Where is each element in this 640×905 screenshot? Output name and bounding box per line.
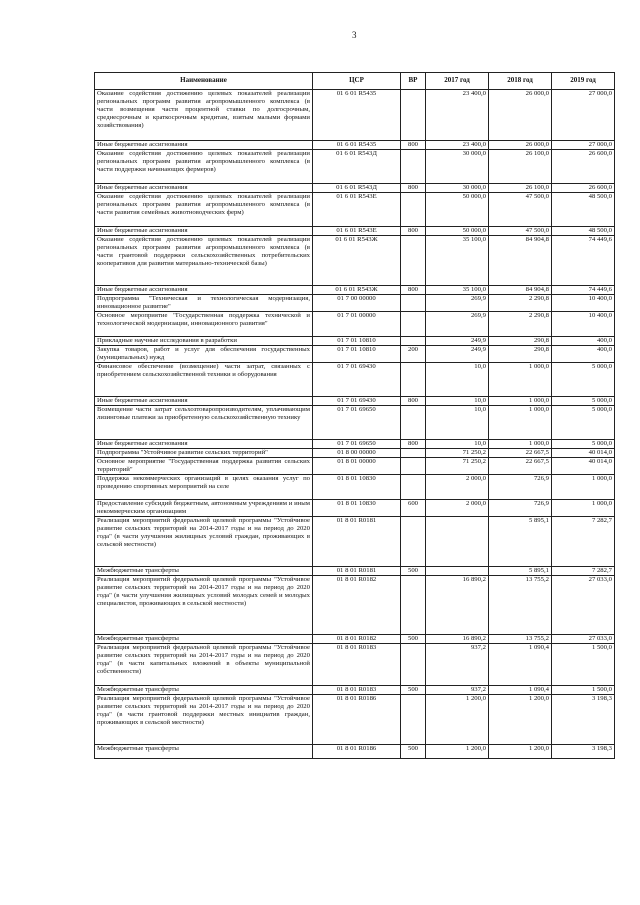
- row-name: Межбюджетные трансферты: [95, 686, 313, 695]
- row-2018: 84 904,8: [489, 236, 552, 286]
- row-name: Поддержка некоммерческих организаций в целях оказания услуг по проведению спортивных мероприятий на селе: [95, 475, 313, 500]
- page-number: 3: [352, 30, 357, 40]
- row-vr: [401, 695, 426, 745]
- row-2019: 48 500,0: [552, 193, 615, 227]
- row-2017: 23 400,0: [426, 90, 489, 141]
- row-2017: 10,0: [426, 397, 489, 406]
- table-row: [95, 635, 615, 644]
- row-2018: 726,9: [489, 500, 552, 517]
- row-2017: 30 000,0: [426, 184, 489, 193]
- row-2017: 50 000,0: [426, 193, 489, 227]
- table-row: [95, 150, 615, 184]
- header-2019: 2019 год: [552, 73, 615, 90]
- row-name: Межбюджетные трансферты: [95, 567, 313, 576]
- row-2018: 26 100,0: [489, 150, 552, 184]
- row-name: Иные бюджетные ассигнования: [95, 227, 313, 236]
- table-row: [95, 517, 615, 567]
- row-vr: [401, 475, 426, 500]
- row-vr: 800: [401, 227, 426, 236]
- row-vr: [401, 150, 426, 184]
- table-row: [95, 236, 615, 286]
- row-vr: [401, 449, 426, 458]
- row-name: Иные бюджетные ассигнования: [95, 286, 313, 295]
- row-name: Оказание содействия достижению целевых показателей реализации региональных программ развития агропромышленного комплекса (в части грантовой поддержки сельскохозяйственных потребительских кооперативов для развития материально-технической базы): [95, 236, 313, 286]
- row-2018: 26 000,0: [489, 90, 552, 141]
- row-vr: 800: [401, 141, 426, 150]
- row-csr: 01 8 01 10830: [313, 500, 401, 517]
- table-row: [95, 458, 615, 475]
- row-csr: 01 7 00 00000: [313, 295, 401, 312]
- row-2017: 269,9: [426, 295, 489, 312]
- row-name: Оказание содействия достижению целевых показателей реализации региональных программ развития агропромышленного комплекса (в части возмещения части процентной ставки по долгосрочным, среднесрочным и краткосрочным кредитам, взятым малыми формами хозяйствования): [95, 90, 313, 141]
- row-2018: 1 200,0: [489, 745, 552, 759]
- row-csr: 01 6 01 R543Е: [313, 227, 401, 236]
- row-2017: 2 000,0: [426, 475, 489, 500]
- table-row: [95, 337, 615, 346]
- row-csr: 01 8 01 R0182: [313, 635, 401, 644]
- row-2017: 30 000,0: [426, 150, 489, 184]
- row-vr: 600: [401, 500, 426, 517]
- row-2019: 10 400,0: [552, 312, 615, 337]
- row-2019: 27 000,0: [552, 90, 615, 141]
- row-2018: 2 290,8: [489, 312, 552, 337]
- row-csr: 01 8 01 R0181: [313, 517, 401, 567]
- row-2019: 3 198,3: [552, 745, 615, 759]
- row-name: Предоставление субсидий бюджетным, автономным учреждениям и иным некоммерческим организациям: [95, 500, 313, 517]
- row-2018: 84 904,8: [489, 286, 552, 295]
- row-2018: 22 667,5: [489, 458, 552, 475]
- table-row: [95, 644, 615, 686]
- row-vr: 800: [401, 397, 426, 406]
- table-row: [95, 406, 615, 440]
- row-csr: 01 7 01 00000: [313, 312, 401, 337]
- row-2019: 48 500,0: [552, 227, 615, 236]
- header-2017: 2017 год: [426, 73, 489, 90]
- table-row: [95, 686, 615, 695]
- row-csr: 01 6 01 R543Е: [313, 193, 401, 227]
- row-name: Основное мероприятие "Государственная поддержка развития сельских территорий": [95, 458, 313, 475]
- row-2018: 1 000,0: [489, 406, 552, 440]
- row-vr: 200: [401, 346, 426, 363]
- row-2019: 400,0: [552, 346, 615, 363]
- header-name: Наименование: [95, 73, 313, 90]
- row-2017: 16 890,2: [426, 576, 489, 635]
- row-2019: 5 000,0: [552, 397, 615, 406]
- row-2019: 40 014,0: [552, 458, 615, 475]
- row-2018: 5 895,1: [489, 567, 552, 576]
- row-csr: 01 8 01 00000: [313, 458, 401, 475]
- row-2017: 2 000,0: [426, 500, 489, 517]
- row-2018: 1 200,0: [489, 695, 552, 745]
- row-csr: 01 8 01 R0182: [313, 576, 401, 635]
- row-name: Иные бюджетные ассигнования: [95, 440, 313, 449]
- row-2019: 27 033,0: [552, 576, 615, 635]
- row-vr: [401, 337, 426, 346]
- row-2019: 5 000,0: [552, 406, 615, 440]
- row-2017: 1 200,0: [426, 745, 489, 759]
- table-row: [95, 440, 615, 449]
- row-2017: 16 890,2: [426, 635, 489, 644]
- row-vr: [401, 312, 426, 337]
- row-vr: [401, 236, 426, 286]
- row-name: Подпрограмма "Техническая и технологическая модернизация, инновационное развитие": [95, 295, 313, 312]
- row-2019: 74 449,6: [552, 286, 615, 295]
- row-2019: 1 500,0: [552, 644, 615, 686]
- row-csr: 01 8 01 R0183: [313, 644, 401, 686]
- row-vr: 500: [401, 686, 426, 695]
- row-2019: 27 000,0: [552, 141, 615, 150]
- row-2017: 10,0: [426, 440, 489, 449]
- row-2019: 27 033,0: [552, 635, 615, 644]
- row-2017: 10,0: [426, 406, 489, 440]
- row-name: Прикладные научные исследования в разработки: [95, 337, 313, 346]
- header-vr: ВР: [401, 73, 426, 90]
- row-2018: 1 000,0: [489, 440, 552, 449]
- row-2018: 290,8: [489, 346, 552, 363]
- row-name: Реализация мероприятий федеральной целевой программы "Устойчивое развитие сельских территорий на 2014-2017 годы и на период до 2020 года" (в части улучшения жилищных условий молодых семей и молодых специалистов, проживающих в сельской местности): [95, 576, 313, 635]
- row-2018: 13 755,2: [489, 635, 552, 644]
- row-csr: 01 7 01 69430: [313, 363, 401, 397]
- table-row: [95, 227, 615, 236]
- row-vr: 800: [401, 440, 426, 449]
- row-vr: [401, 458, 426, 475]
- row-vr: [401, 193, 426, 227]
- row-2018: 2 290,8: [489, 295, 552, 312]
- row-csr: 01 8 01 R0186: [313, 695, 401, 745]
- row-2019: 1 000,0: [552, 475, 615, 500]
- table-row: [95, 184, 615, 193]
- row-name: Иные бюджетные ассигнования: [95, 397, 313, 406]
- row-2019: 1 500,0: [552, 686, 615, 695]
- row-csr: 01 8 01 10830: [313, 475, 401, 500]
- row-csr: 01 8 00 00000: [313, 449, 401, 458]
- budget-table: [94, 72, 615, 759]
- row-2017: 249,9: [426, 337, 489, 346]
- row-2018: 1 090,4: [489, 686, 552, 695]
- row-vr: [401, 90, 426, 141]
- row-vr: [401, 517, 426, 567]
- row-vr: 800: [401, 184, 426, 193]
- table-row: [95, 90, 615, 141]
- row-name: Иные бюджетные ассигнования: [95, 141, 313, 150]
- table-row: [95, 346, 615, 363]
- row-csr: 01 8 01 R0183: [313, 686, 401, 695]
- row-name: Межбюджетные трансферты: [95, 745, 313, 759]
- row-2017: 35 100,0: [426, 236, 489, 286]
- table-row: [95, 695, 615, 745]
- row-2018: 26 100,0: [489, 184, 552, 193]
- row-2018: 1 090,4: [489, 644, 552, 686]
- row-2017: 937,2: [426, 644, 489, 686]
- row-2017: 50 000,0: [426, 227, 489, 236]
- table-row: [95, 312, 615, 337]
- row-2017: 937,2: [426, 686, 489, 695]
- row-2019: 5 000,0: [552, 440, 615, 449]
- table-row: [95, 141, 615, 150]
- row-name: Оказание содействия достижению целевых показателей реализации региональных программ развития агропромышленного комплекса (в части развития семейных животноводческих ферм): [95, 193, 313, 227]
- row-csr: 01 6 01 R5435: [313, 90, 401, 141]
- row-vr: [401, 295, 426, 312]
- row-2019: 74 449,6: [552, 236, 615, 286]
- row-csr: 01 6 01 R543Ж: [313, 236, 401, 286]
- table-row: [95, 363, 615, 397]
- row-csr: 01 6 01 R543Ж: [313, 286, 401, 295]
- row-csr: 01 7 01 69650: [313, 406, 401, 440]
- row-2019: 26 600,0: [552, 150, 615, 184]
- header-csr: ЦСР: [313, 73, 401, 90]
- row-vr: 800: [401, 286, 426, 295]
- row-2019: 7 282,7: [552, 567, 615, 576]
- row-2019: 7 282,7: [552, 517, 615, 567]
- row-2019: 1 000,0: [552, 500, 615, 517]
- row-2017: [426, 567, 489, 576]
- row-name: Возмещение части затрат сельхозтоваропроизводителям, уплачивающим лизинговые платежи за приобретенную сельскохозяйственную технику: [95, 406, 313, 440]
- row-2017: 71 250,2: [426, 458, 489, 475]
- row-vr: [401, 363, 426, 397]
- row-csr: 01 7 01 10810: [313, 346, 401, 363]
- table-row: [95, 475, 615, 500]
- row-csr: 01 6 01 R5435: [313, 141, 401, 150]
- table-row: [95, 745, 615, 759]
- row-csr: 01 6 01 R543Д: [313, 150, 401, 184]
- table-header-row: [95, 73, 615, 90]
- row-2019: 10 400,0: [552, 295, 615, 312]
- row-name: Реализация мероприятий федеральной целевой программы "Устойчивое развитие сельских территорий на 2014-2017 годы и на период до 2020 года" (в части грантовой поддержки местных инициатив граждан, проживающих в сельской местности): [95, 695, 313, 745]
- row-2017: [426, 517, 489, 567]
- row-csr: 01 8 01 R0181: [313, 567, 401, 576]
- row-2018: 1 000,0: [489, 363, 552, 397]
- row-vr: 500: [401, 635, 426, 644]
- row-vr: 500: [401, 745, 426, 759]
- row-2017: 1 200,0: [426, 695, 489, 745]
- row-csr: 01 7 01 69430: [313, 397, 401, 406]
- row-csr: 01 8 01 R0186: [313, 745, 401, 759]
- table-row: [95, 449, 615, 458]
- row-vr: [401, 644, 426, 686]
- table-row: [95, 576, 615, 635]
- row-2019: 40 014,0: [552, 449, 615, 458]
- row-vr: 500: [401, 567, 426, 576]
- row-name: Финансовое обеспечение (возмещение) части затрат, связанных с приобретением сельскохозяйственной техники и оборудования: [95, 363, 313, 397]
- row-2019: 26 600,0: [552, 184, 615, 193]
- row-2017: 23 400,0: [426, 141, 489, 150]
- row-name: Межбюджетные трансферты: [95, 635, 313, 644]
- row-2017: 35 100,0: [426, 286, 489, 295]
- row-2017: 269,9: [426, 312, 489, 337]
- row-csr: 01 7 01 69650: [313, 440, 401, 449]
- row-2017: 71 250,2: [426, 449, 489, 458]
- row-name: Основное мероприятие "Государственная поддержка технической и технологической модернизации, инновационного развития": [95, 312, 313, 337]
- row-csr: 01 7 01 10810: [313, 337, 401, 346]
- row-name: Иные бюджетные ассигнования: [95, 184, 313, 193]
- row-name: Оказание содействия достижению целевых показателей реализации региональных программ развития агропромышленного комплекса (в части поддержки начинающих фермеров): [95, 150, 313, 184]
- row-2019: 3 198,3: [552, 695, 615, 745]
- row-2018: 726,9: [489, 475, 552, 500]
- row-name: Подпрограмма "Устойчивое развитие сельских территорий": [95, 449, 313, 458]
- row-csr: 01 6 01 R543Д: [313, 184, 401, 193]
- row-2017: 249,9: [426, 346, 489, 363]
- row-2018: 26 000,0: [489, 141, 552, 150]
- row-name: Реализация мероприятий федеральной целевой программы "Устойчивое развитие сельских территорий на 2014-2017 годы и на период до 2020 года" (в части капитальных вложений в объекты муниципальной собственности): [95, 644, 313, 686]
- table-row: [95, 567, 615, 576]
- table-row: [95, 500, 615, 517]
- table-body: [95, 90, 615, 759]
- row-name: Реализация мероприятий федеральной целевой программы "Устойчивое развитие сельских территорий на 2014-2017 годы и на период до 2020 года" (в части улучшения жилищных условий граждан, проживающих в сельской местности): [95, 517, 313, 567]
- row-2018: 47 500,0: [489, 227, 552, 236]
- table-row: [95, 193, 615, 227]
- row-2018: 1 000,0: [489, 397, 552, 406]
- row-2018: 5 895,1: [489, 517, 552, 567]
- row-2017: 10,0: [426, 363, 489, 397]
- row-name: Закупка товаров, работ и услуг для обеспечения государственных (муниципальных) нужд: [95, 346, 313, 363]
- row-2018: 22 667,5: [489, 449, 552, 458]
- row-2019: 5 000,0: [552, 363, 615, 397]
- header-2018: 2018 год: [489, 73, 552, 90]
- table-row: [95, 286, 615, 295]
- row-2019: 400,0: [552, 337, 615, 346]
- table-row: [95, 397, 615, 406]
- table-row: [95, 295, 615, 312]
- row-vr: [401, 576, 426, 635]
- row-2018: 47 500,0: [489, 193, 552, 227]
- row-2018: 290,8: [489, 337, 552, 346]
- row-2018: 13 755,2: [489, 576, 552, 635]
- row-vr: [401, 406, 426, 440]
